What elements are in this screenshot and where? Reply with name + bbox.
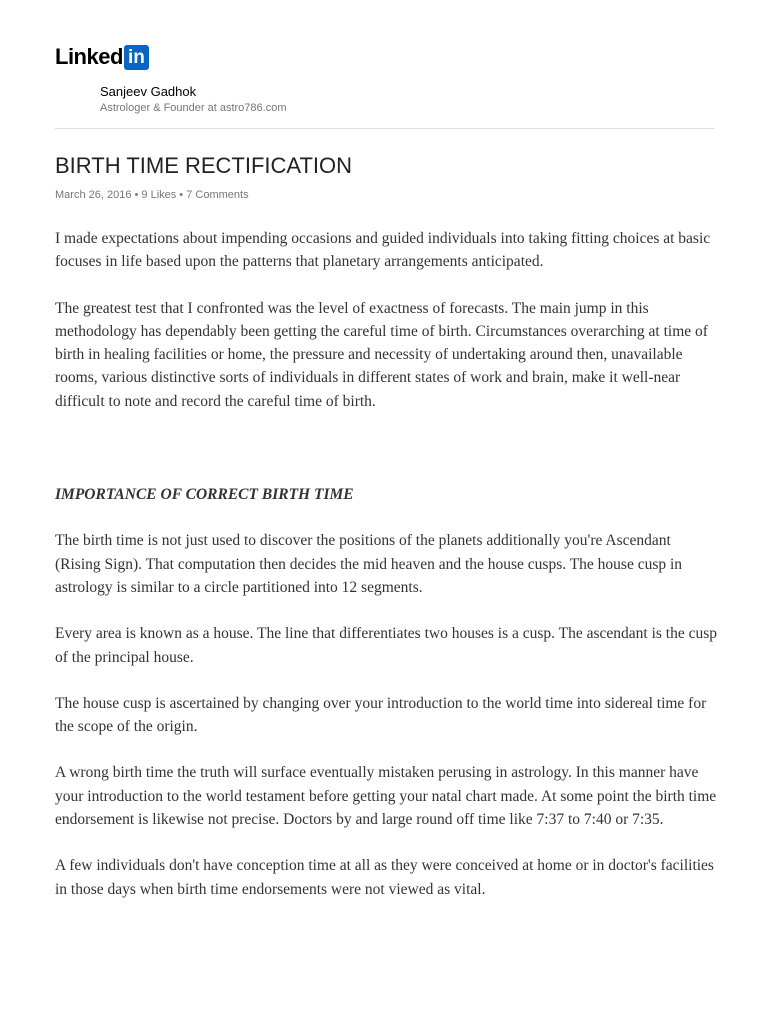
article-body <box>55 227 717 901</box>
author-block <box>100 83 286 116</box>
paragraph-1: I made expectations about impending occasions and guided individuals into taking fitting choices at basic focuses in life based upon the patterns that planetary arrangements anticipated. <box>55 230 711 271</box>
section-heading: IMPORTANCE OF CORRECT BIRTH TIME <box>55 486 354 504</box>
article-title: BIRTH TIME RECTIFICATION <box>55 153 353 178</box>
logo-in-box: in <box>124 45 149 70</box>
paragraph-3: The birth time is not just used to discover the positions of the planets additionally you're Ascendant (Rising Sign). That computation then decides the mid heaven and the house cusps. The house cusp in astrology is similar to a circle partitioned into 12 segments. <box>55 532 683 596</box>
paragraph-5: The house cusp is ascertained by changing over your introduction to the world time into sidereal time for the scope of the origin. <box>55 694 707 736</box>
paragraph-2: The greatest test that I confronted was the level of exactness of forecasts. The main jump in this methodology has dependably been getting the careful time of birth. Circumstances overarching at time of birth in healing facilities or home, the pressure and necessity of undertaking around then, unavailable rooms, various distinctive sorts of individuals in different states of work and brain, make it well-near difficult to note and record the careful time of birth. <box>55 299 708 410</box>
article-meta: March 26, 2016 • 9 Likes • 7 Comments <box>55 189 249 201</box>
logo-text: Linked <box>55 44 123 69</box>
paragraph-4: Every area is known as a house. The line that differentiates two houses is a cusp. The ascendant is the cusp of the principal house. <box>55 625 718 666</box>
author-name[interactable]: Sanjeev Gadhok <box>100 84 197 99</box>
author-title: Astrologer & Founder at astro786.com <box>100 102 287 114</box>
header-divider <box>55 128 714 129</box>
paragraph-7: A few individuals don't have conception time at all as they were conceived at home or in doctor's facilities in those days when birth time endorsements were not viewed as vital. <box>55 857 714 898</box>
paragraph-6: A wrong birth time the truth will surface eventually mistaken perusing in astrology. In this manner have your introduction to the world testament before getting your natal chart made. At some point the birth time endorsement is likewise not precise. Doctors by and large round off time like 7:37 to 7:40 or 7:35. <box>55 764 717 829</box>
linkedin-logo[interactable] <box>55 44 149 70</box>
